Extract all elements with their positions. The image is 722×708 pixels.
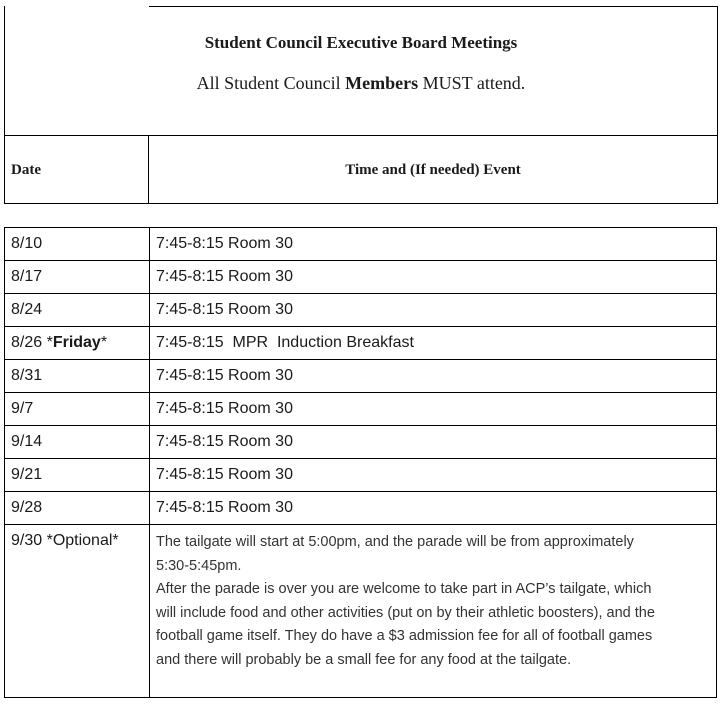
header-table	[4, 6, 718, 204]
date-cell: 8/17	[5, 261, 150, 294]
table-row	[5, 492, 717, 525]
column-header-row	[5, 136, 717, 203]
event-note-cell	[150, 525, 717, 698]
column-header-event: Time and (If needed) Event	[345, 162, 521, 178]
event-cell: 7:45-8:15 Room 30	[150, 360, 717, 393]
subtitle-post: MUST attend.	[418, 73, 526, 93]
board-subtitle	[5, 73, 717, 94]
event-cell: 7:45-8:15 Room 30	[150, 261, 717, 294]
table-row	[5, 459, 717, 492]
note-line: football game itself. They do have a $3 admission fee for all of football games	[156, 628, 653, 644]
date-cell: 9/21	[5, 459, 150, 492]
date-cell: 9/30 *Optional*	[5, 525, 150, 698]
event-cell: 7:45-8:15 Room 30	[150, 492, 717, 525]
note-line: After the parade is over you are welcome to take part in ACP’s tailgate, which	[156, 581, 652, 597]
date-cell: 9/14	[5, 426, 150, 459]
subtitle-pre: All Student Council	[196, 73, 346, 93]
table-row	[5, 525, 717, 698]
table-row	[5, 426, 717, 459]
event-cell: 7:45-8:15 MPR Induction Breakfast	[150, 327, 717, 360]
title-cell	[5, 7, 717, 136]
date-pre: 8/26 *	[11, 334, 53, 351]
date-bold: Friday	[52, 334, 101, 351]
table-row	[5, 393, 717, 426]
column-header-date: Date	[5, 136, 149, 203]
table-row	[5, 327, 717, 360]
table-row	[5, 294, 717, 327]
schedule-table	[4, 227, 717, 698]
top-border-gap	[5, 6, 149, 8]
table-row	[5, 228, 717, 261]
note-line: will include food and other activities (put on by their athletic boosters), and the	[156, 604, 655, 621]
table-row	[5, 261, 717, 294]
event-cell: 7:45-8:15 Room 30	[150, 393, 717, 426]
board-title: Student Council Executive Board Meetings	[204, 33, 518, 52]
event-cell: 7:45-8:15 Room 30	[150, 426, 717, 459]
date-cell: 8/10	[5, 228, 150, 261]
subtitle-bold: Members	[345, 73, 419, 93]
event-cell: 7:45-8:15 Room 30	[150, 459, 717, 492]
note-line: 5:30-5:45pm.	[156, 557, 242, 574]
date-cell: 8/24	[5, 294, 150, 327]
note-line: The tailgate will start at 5:00pm, and the parade will be from approximately	[156, 534, 634, 550]
date-cell	[5, 327, 150, 360]
event-cell: 7:45-8:15 Room 30	[150, 294, 717, 327]
date-post: *	[100, 334, 108, 351]
date-cell: 9/7	[5, 393, 150, 426]
table-row	[5, 360, 717, 393]
note-line: and there will probably be a small fee for any food at the tailgate.	[156, 651, 572, 668]
date-cell: 8/31	[5, 360, 150, 393]
event-cell: 7:45-8:15 Room 30	[150, 228, 717, 261]
date-cell: 9/28	[5, 492, 150, 525]
